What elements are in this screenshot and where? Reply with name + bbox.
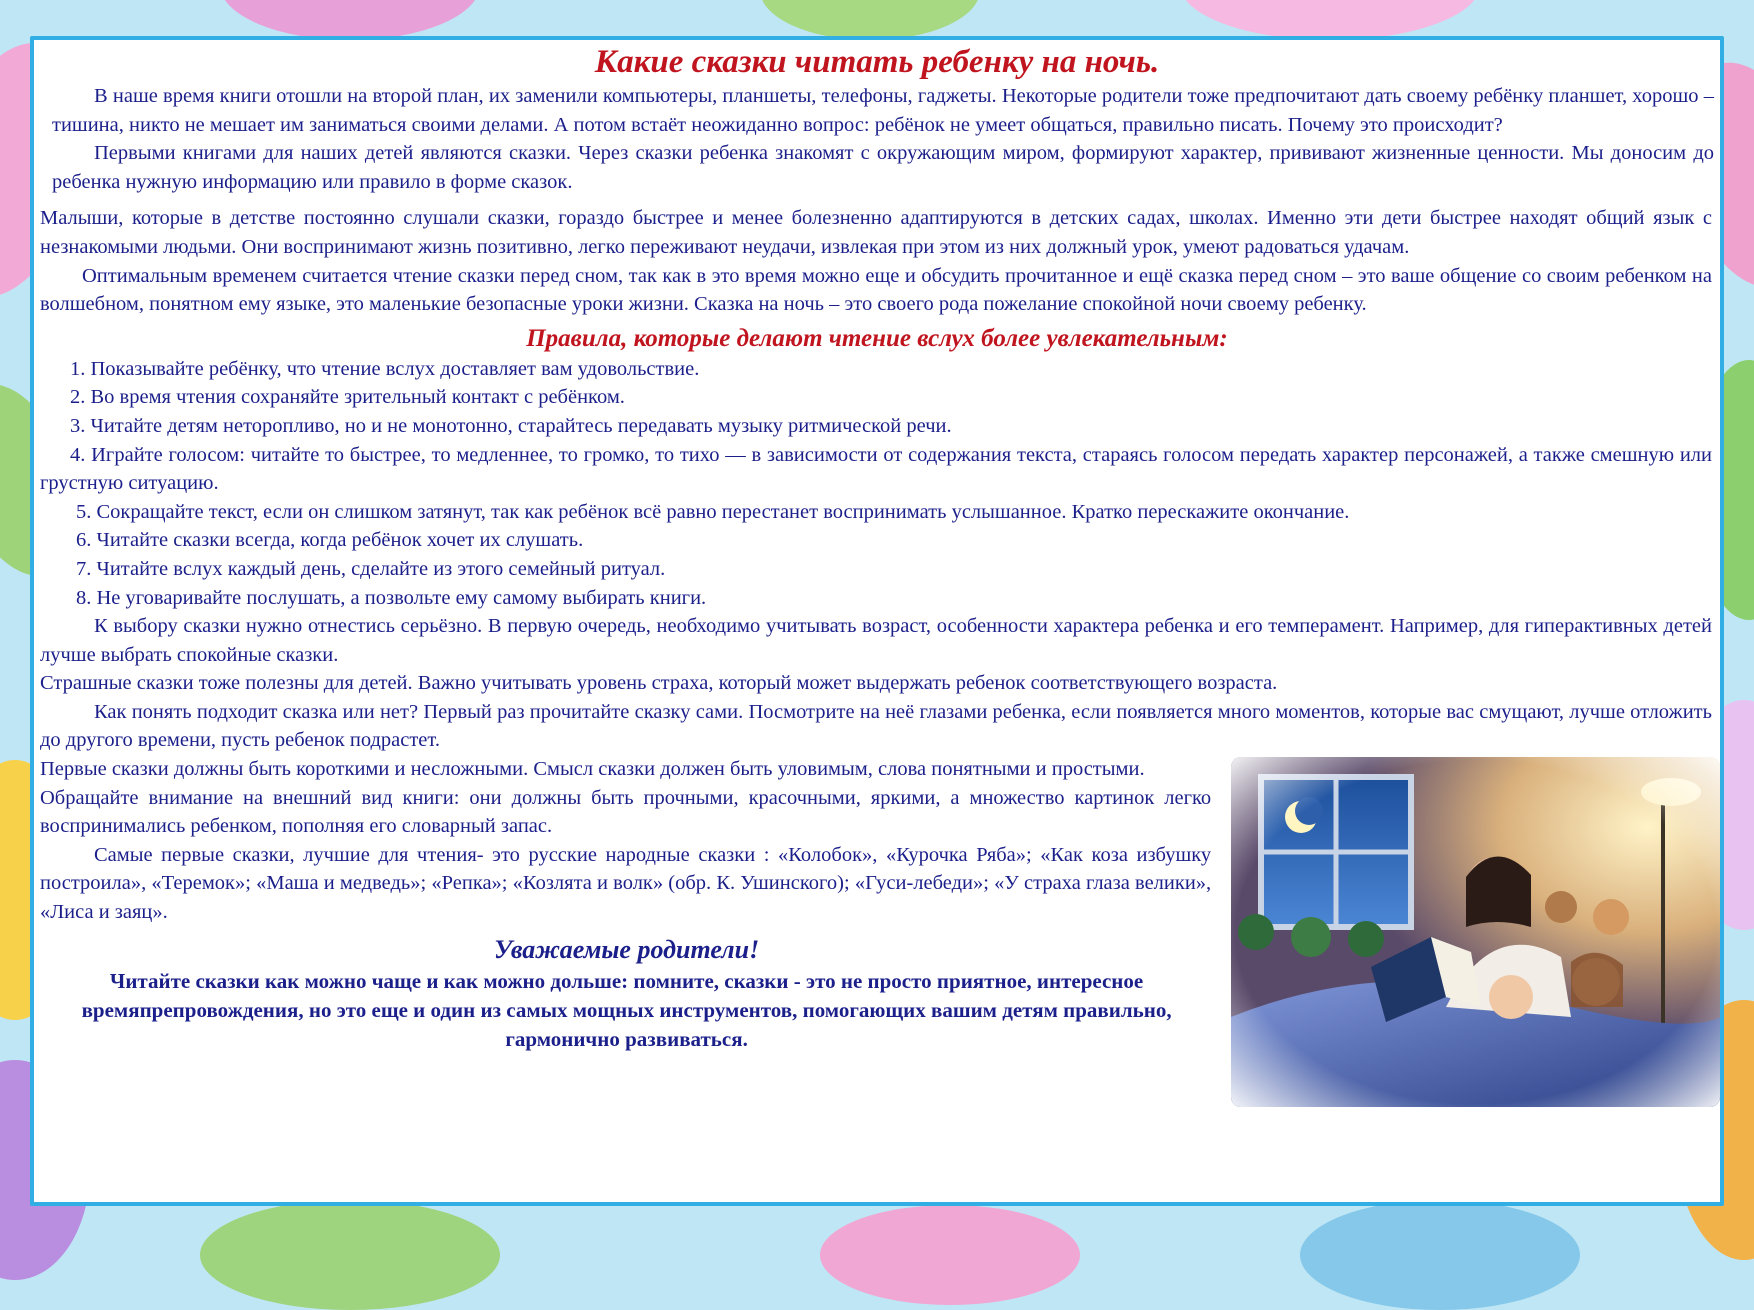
lower-paragraph-2: Обращайте внимание на внешний вид книги: они должны быть прочными, красочными, яркими, а множество картинок легко воспринимались ребенком, пополняя его словарный запас. [40, 786, 1212, 838]
appeal-text: Читайте сказки как можно чаще и как можно дольше: помните, сказки - это не просто приятное, интересное времяпрепровождения, но это еще и один из самых мощных инструментов, помогающих вашим детям правильно, гармонично развиваться. [81, 968, 1172, 1051]
page-title: Какие сказки читать ребенку на ночь. [594, 44, 1160, 80]
rule-item: 3. Читайте детям неторопливо, но и не монотонно, старайтесь передавать музыку ритмической речи. [70, 414, 952, 437]
content-frame [30, 36, 1724, 1206]
lower-text-column [34, 755, 1219, 1107]
bedtime-reading-illustration [1231, 757, 1720, 1107]
bg-leaf [200, 1200, 500, 1310]
rule-item: 6. Читайте сказки всегда, когда ребёнок хочет их слушать. [76, 529, 584, 552]
fairy-tales-list: Самые первые сказки, лучшие для чтения- это русские народные сказки : «Колобок», «Курочка Ряба»; «Как коза избушку построила», «Теремок»; «Маша и медведь»; «Репка»; «Козлята и волк» (обр. К. Ушинского); «Гуси-лебеди»; «У страха глаза велики», «Лиса и заяц». [40, 843, 1212, 924]
rule-item: 1. Показывайте ребёнку, что чтение вслух доставляет вам удовольствие. [70, 357, 700, 380]
appeal-title: Уважаемые родители! [493, 934, 760, 964]
lower-paragraph-1: Первые сказки должны быть короткими и несложными. Смысл сказки должен быть уловимым, слова понятными и простыми. [40, 758, 1145, 781]
choice-paragraph-3: Как понять подходит сказка или нет? Первый раз прочитайте сказку сами. Посмотрите на неё глазами ребенка, если появляется много моментов, которые вас смущают, лучше отложить до другого времени, пусть ребенок подрастет. [40, 700, 1712, 752]
bg-butterfly-wing [1180, 0, 1480, 40]
bg-cloud [1300, 1200, 1580, 1310]
body-paragraph-1: Малыши, которые в детстве постоянно слушали сказки, гораздо быстрее и менее болезненно адаптируются в детских садах, школах. Именно эти дети быстрее находят общий язык с незнакомыми людьми. Они воспринимают жизнь позитивно, легко переживают неудачи, извлекая при этом из них должный урок, умеют радоваться удачам. [40, 207, 1712, 258]
document-body [34, 40, 1720, 1202]
rules-title: Правила, которые делают чтение вслух более увлекательным: [526, 324, 1228, 352]
body-paragraph-2: Оптимальным временем считается чтение сказки перед сном, так как в это время можно еще и обсудить прочитанное и ещё сказка перед сном – это ваше общение со своим ребенком на волшебном, понятном ему языке, это маленькие безопасные уроки жизни. Сказка на ночь – это своего рода пожелание спокойной ночи своему ребенку. [40, 264, 1712, 316]
lower-section [34, 755, 1720, 1107]
bg-butterfly-wing [220, 0, 480, 40]
rule-item: 4. Играйте голосом: читайте то быстрее, то медленнее, то громко, то тихо — в зависимости от содержания текста, стараясь голосом передать характер персонажей, а также смешную или грустную ситуацию. [40, 443, 1712, 495]
intro-paragraph-2: Первыми книгами для наших детей являются сказки. Через сказки ребенка знакомят с окружающим миром, формируют характер, прививают жизненные ценности. Мы доносим до ребенка нужную информацию или правило в форме сказок. [52, 142, 1714, 193]
rule-item: 2. Во время чтения сохраняйте зрительный контакт с ребёнком. [70, 386, 625, 409]
bg-leaf [760, 0, 980, 40]
choice-paragraph-2: Страшные сказки тоже полезны для детей. Важно учитывать уровень страха, который может выдержать ребенок соответствующего возраста. [40, 672, 1278, 695]
rule-item: 8. Не уговаривайте послушать, а позвольте ему самому выбирать книги. [76, 586, 707, 609]
intro-paragraph-1: В наше время книги отошли на второй план, их заменили компьютеры, планшеты, телефоны, гаджеты. Некоторые родители тоже предпочитают дать своему ребёнку планшет, хорошо – тишина, никто не мешает им заниматься своими делами. А потом встаёт неожиданно вопрос: ребёнок не умеет общаться, правильно писать. Почему это происходит? [52, 85, 1714, 136]
bedtime-reading-photo [1231, 757, 1720, 1107]
bg-butterfly-wing [820, 1205, 1080, 1305]
rule-item: 5. Сокращайте текст, если он слишком затянут, так как ребёнок всё равно перестанет воспринимать услышанное. Кратко перескажите окончание. [76, 500, 1350, 523]
choice-paragraph-1: К выбору сказки нужно отнестись серьёзно. В первую очередь, необходимо учитывать возраст, особенности характера ребенка и его темперамент. Например, для гиперактивных детей лучше выбрать спокойные сказки. [40, 615, 1712, 666]
rule-item: 7. Читайте вслух каждый день, сделайте из этого семейный ритуал. [76, 557, 666, 580]
